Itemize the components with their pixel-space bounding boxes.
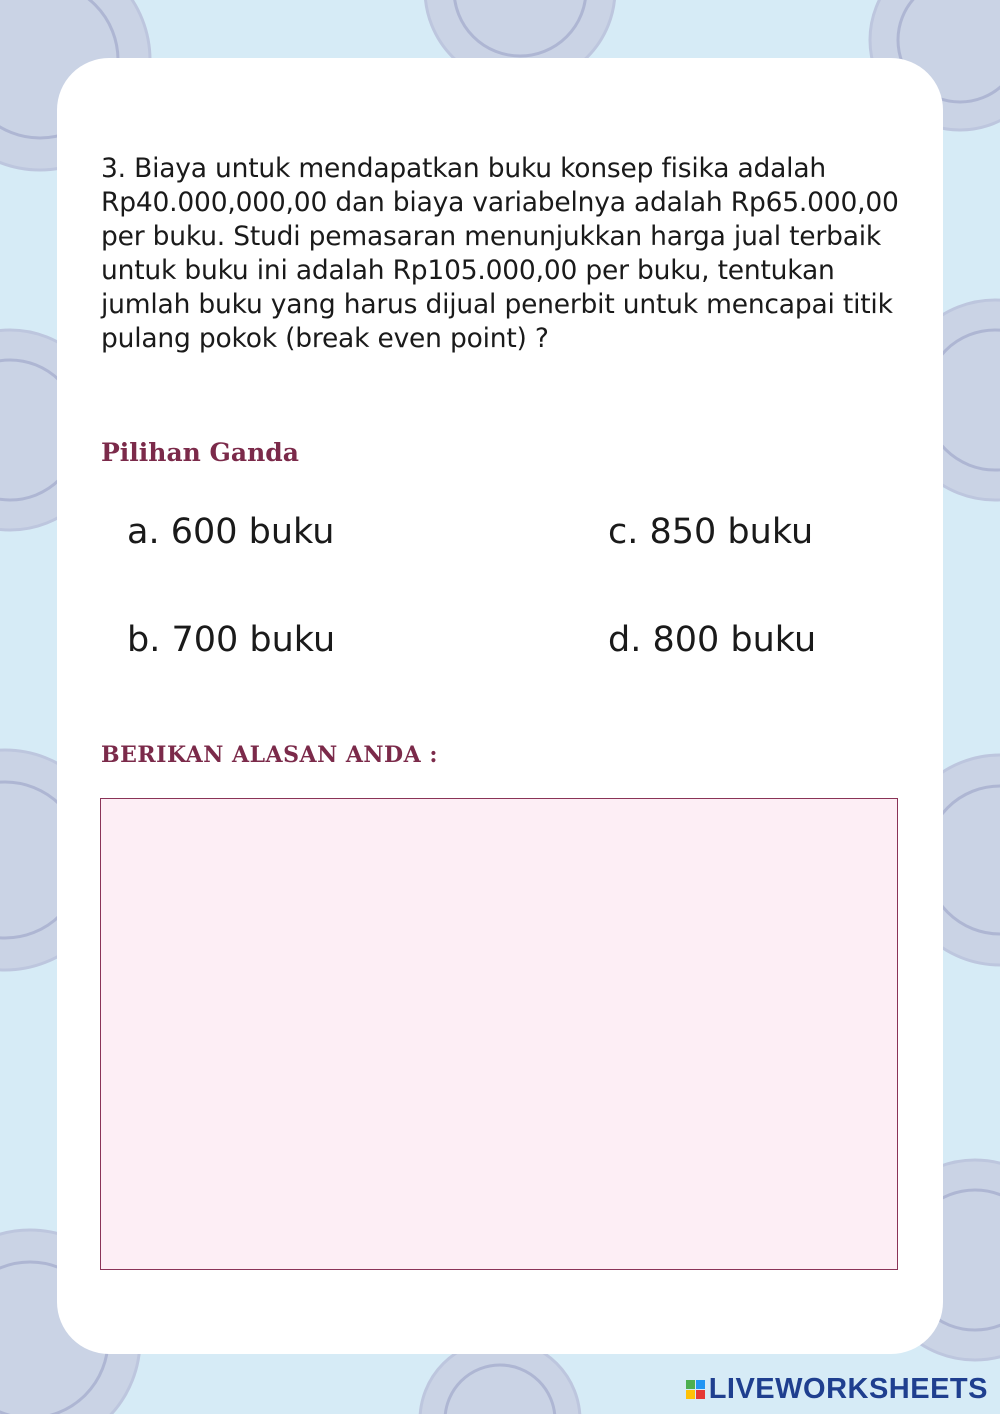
option-d[interactable]: d. 800 buku bbox=[608, 620, 817, 660]
reason-answer-field[interactable] bbox=[100, 798, 898, 1270]
logo-square-green bbox=[686, 1380, 695, 1389]
option-a[interactable]: a. 600 buku bbox=[127, 512, 335, 552]
question-text: 3. Biaya untuk mendapatkan buku konsep fisika adalah Rp40.000,000,00 dan biaya variabelnya adalah Rp65.000,00 per buku. Studi pemasaran menunjukkan harga jual terbaik untuk buku ini adalah Rp105.000,00 per buku, tentukan jumlah buku yang harus dijual penerbit untuk mencapai titik pulang pokok (break even point) ? bbox=[101, 153, 899, 354]
liveworksheets-brand bbox=[686, 1373, 988, 1406]
liveworksheets-logo-icon bbox=[686, 1380, 705, 1399]
logo-square-yellow bbox=[686, 1390, 695, 1399]
option-c[interactable]: c. 850 buku bbox=[608, 512, 814, 552]
option-b[interactable]: b. 700 buku bbox=[127, 620, 336, 660]
reason-label: BERIKAN ALASAN ANDA : bbox=[101, 742, 438, 768]
multiple-choice-label: Pilihan Ganda bbox=[101, 438, 299, 467]
logo-square-blue bbox=[696, 1380, 705, 1389]
logo-square-red bbox=[696, 1390, 705, 1399]
brand-name: LIVEWORKSHEETS bbox=[708, 1373, 988, 1405]
